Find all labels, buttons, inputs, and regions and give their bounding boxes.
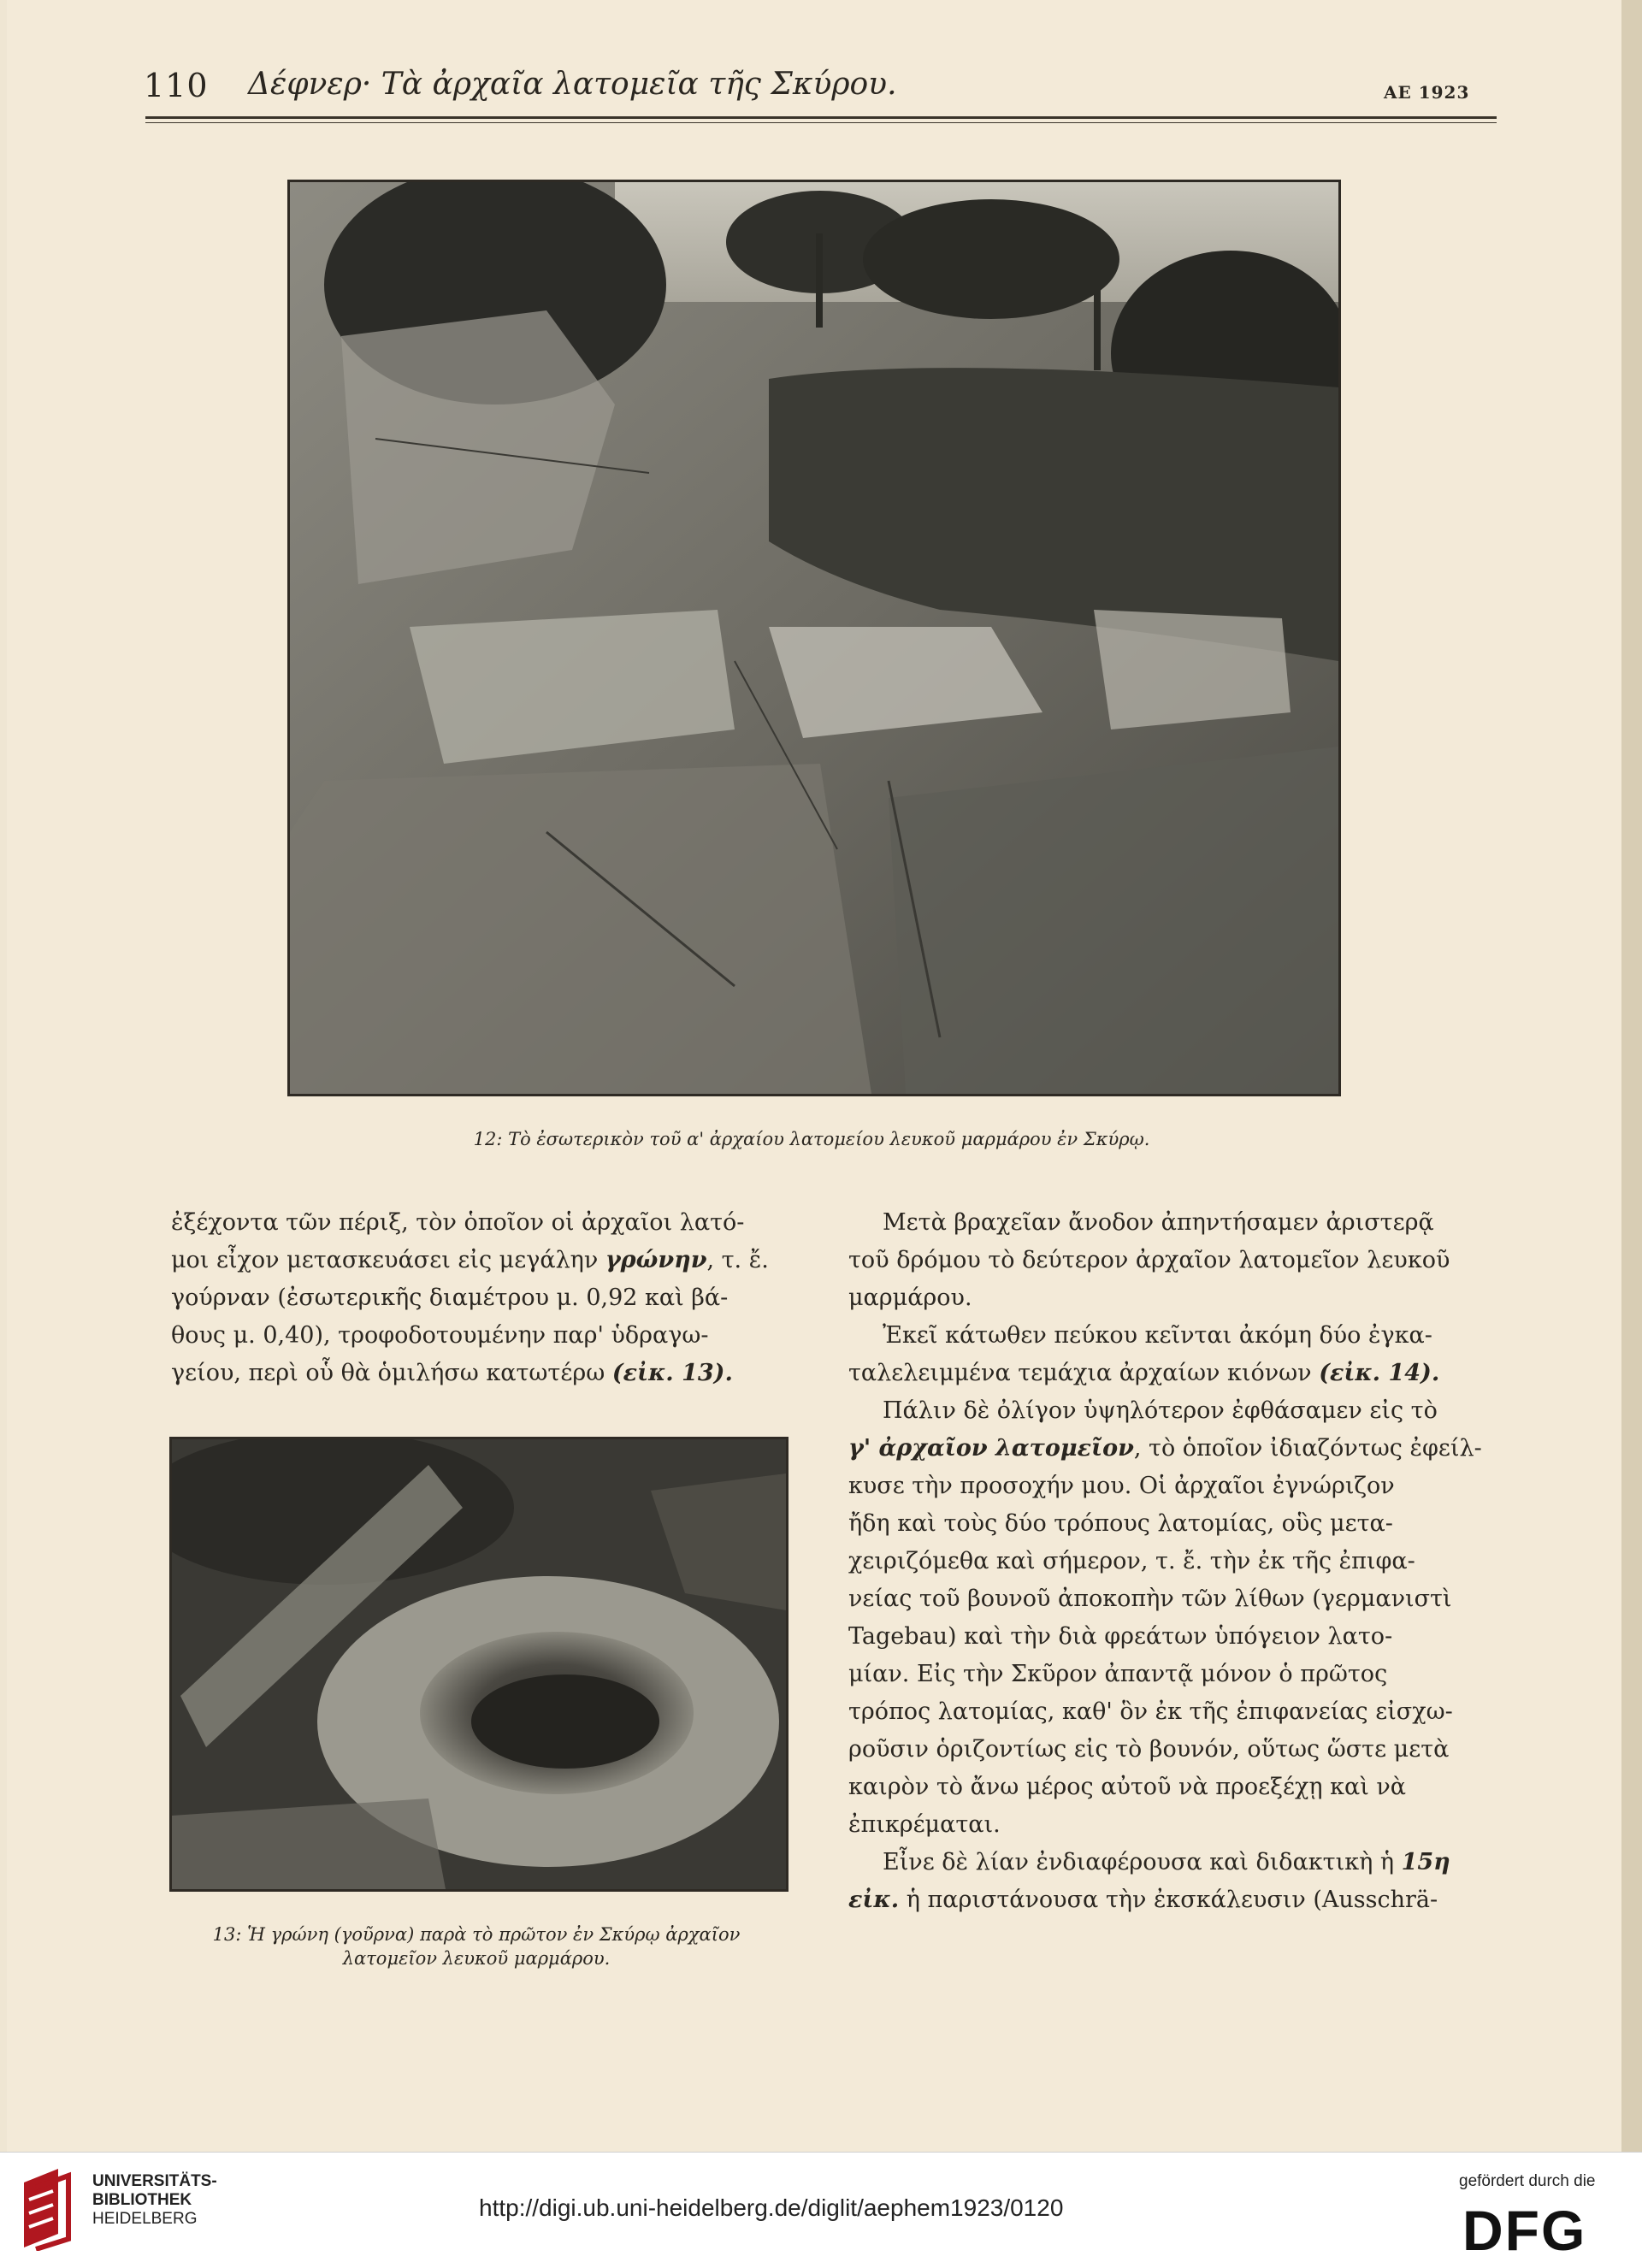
text-line: νείας τοῦ βουνοῦ ἀποκοπὴν τῶν λίθων (γερμανιστὶ bbox=[848, 1586, 1452, 1612]
text-line: Μετὰ βραχεῖαν ἄνοδον ἀπηντήσαμεν ἀριστερᾷ bbox=[883, 1209, 1434, 1236]
dfg-logo[interactable]: DFG bbox=[1462, 2199, 1587, 2262]
text-line: Tagebau) καὶ τὴν διὰ φρεάτων ὑπόγειον λατο- bbox=[848, 1623, 1393, 1650]
text-line: ἐπικρέμαται. bbox=[848, 1811, 1001, 1838]
figure-12-photo bbox=[287, 180, 1341, 1096]
text-line bbox=[848, 1881, 1493, 1919]
page-edge bbox=[1621, 0, 1642, 2152]
figure-reference: (εἰκ. 13). bbox=[611, 1360, 733, 1386]
figure-13-caption-line2: λατομεῖον λευκοῦ μαρμάρου. bbox=[342, 1948, 611, 1969]
right-column bbox=[848, 1204, 1493, 1919]
permalink-url[interactable]: http://digi.ub.uni-heidelberg.de/diglit/aephem1923/0120 bbox=[479, 2194, 1064, 2221]
text-run: γείου, περὶ οὗ θὰ ὁμιλήσω κατωτέρω bbox=[171, 1360, 612, 1386]
text-line: κυσε τὴν προσοχήν μου. Οἱ ἀρχαῖοι ἐγνώριζον bbox=[848, 1473, 1395, 1499]
text-line: μαρμάρου. bbox=[848, 1285, 972, 1311]
figure-reference: (εἰκ. 14). bbox=[1319, 1360, 1440, 1386]
header-rule-thin bbox=[145, 122, 1497, 123]
text-run: ἡ παριστάνουσα τὴν ἐκσκάλευσιν (Ausschrä- bbox=[899, 1887, 1438, 1913]
library-name-line: HEIDELBERG bbox=[92, 2210, 198, 2228]
library-name[interactable] bbox=[92, 2172, 217, 2229]
text-line: καιρὸν τὸ ἄνω μέρος αὐτοῦ νὰ προεξέχῃ καὶ νὰ bbox=[848, 1774, 1407, 1800]
text-line: θους μ. 0,40), τροφοδοτουμένην παρ' ὑδραγω- bbox=[171, 1322, 709, 1349]
text-line: τοῦ δρόμου τὸ δεύτερον ἀρχαῖον λατομεῖον λευκοῦ bbox=[848, 1247, 1450, 1273]
text-line: ροῦσιν ὁριζοντίως εἰς τὸ βουνόν, οὕτως ὥστε μετὰ bbox=[848, 1736, 1450, 1763]
emphasis-term: γ' ἀρχαῖον λατομεῖον bbox=[848, 1435, 1134, 1462]
running-title: Δέφνερ· Τὰ ἀρχαῖα λατομεῖα τῆς Σκύρου. bbox=[248, 67, 897, 102]
text-run: Εἶνε δὲ λίαν ἐνδιαφέρουσα καὶ διδακτικὴ ἡ bbox=[883, 1849, 1402, 1875]
text-line: Πάλιν δὲ ὀλίγον ὑψηλότερον ἐφθάσαμεν εἰς τὸ bbox=[883, 1397, 1438, 1424]
text-line bbox=[171, 1355, 782, 1392]
left-column bbox=[171, 1204, 782, 1392]
journal-label: ΑΕ 1923 bbox=[1384, 82, 1470, 103]
text-line bbox=[848, 1844, 1493, 1881]
text-line: μίαν. Εἰς τὴν Σκῦρον ἀπαντᾷ μόνον ὁ πρῶτος bbox=[848, 1661, 1388, 1687]
ub-heidelberg-logo-icon[interactable] bbox=[17, 2165, 82, 2251]
text-line: ἤδη καὶ τοὺς δύο τρόπους λατομίας, οὓς μετα- bbox=[848, 1510, 1393, 1537]
text-line: Ἐκεῖ κάτωθεν πεύκου κεῖνται ἀκόμη δύο ἐγκα- bbox=[883, 1322, 1432, 1349]
text-line: ἐξέχοντα τῶν πέριξ, τὸν ὁποῖον οἱ ἀρχαῖοι λατό- bbox=[171, 1209, 745, 1236]
figure-12-caption: 12: Τὸ ἐσωτερικὸν τοῦ α' ἀρχαίου λατομείου λευκοῦ μαρμάρου ἐν Σκύρῳ. bbox=[473, 1129, 1150, 1149]
figure-reference: εἰκ. bbox=[848, 1887, 900, 1913]
figure-13-caption bbox=[169, 1922, 783, 1970]
text-run: ταλελειμμένα τεμάχια ἀρχαίων κιόνων bbox=[848, 1360, 1320, 1386]
text-run: , τὸ ὁποῖον ἰδιαζόντως ἐφείλ- bbox=[1133, 1435, 1482, 1462]
library-name-line: BIBLIOTHEK bbox=[92, 2191, 192, 2209]
text-line: τρόπος λατομίας, καθ' ὃν ἐκ τῆς ἐπιφανείας εἰσχω- bbox=[848, 1698, 1453, 1725]
text-line: γούρναν (ἐσωτερικῆς διαμέτρου μ. 0,92 καὶ βά- bbox=[171, 1285, 729, 1311]
text-line bbox=[848, 1430, 1493, 1468]
emphasis-term: γρώνην bbox=[605, 1247, 707, 1273]
quarry-photo-image bbox=[290, 182, 1338, 1094]
figure-reference: 15η bbox=[1401, 1849, 1450, 1875]
library-name-line: UNIVERSITÄTS- bbox=[92, 2172, 217, 2190]
sponsor-label: gefördert durch die bbox=[1459, 2172, 1596, 2190]
text-run: μοι εἶχον μετασκευάσει εἰς μεγάλην bbox=[171, 1247, 605, 1273]
text-line: χειριζόμεθα καὶ σήμερον, τ. ἔ. τὴν ἐκ τῆς ἐπιφα- bbox=[848, 1548, 1415, 1574]
text-run: , τ. ἔ. bbox=[706, 1247, 769, 1273]
header-rule bbox=[145, 116, 1497, 119]
text-line bbox=[171, 1242, 782, 1279]
page-number: 110 bbox=[144, 67, 209, 104]
text-line bbox=[848, 1355, 1493, 1392]
figure-13-photo bbox=[169, 1437, 789, 1892]
figure-13-caption-line1: 13: Ἡ γρώνη (γοῦρνα) παρὰ τὸ πρῶτον ἐν Σκύρῳ ἀρχαῖον bbox=[212, 1924, 741, 1945]
stone-basin-image bbox=[172, 1439, 786, 1889]
